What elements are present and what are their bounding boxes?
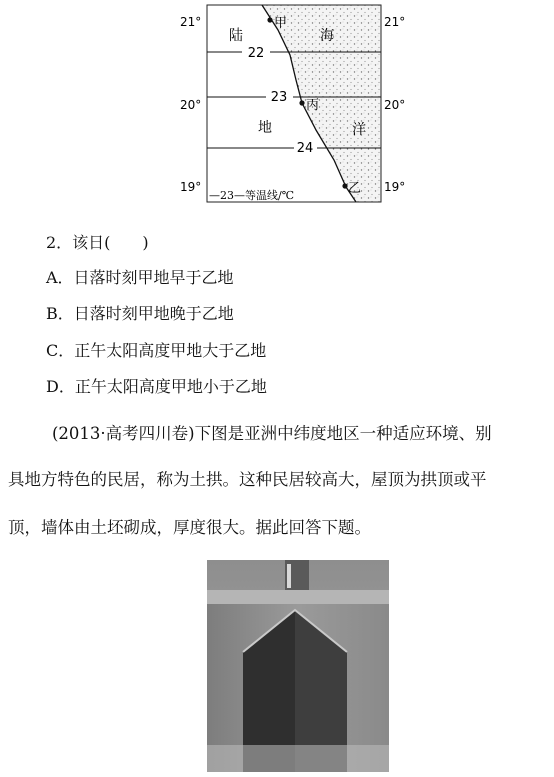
isotherm-label-24: 24 (296, 141, 314, 156)
isotherm-label-22: 22 (247, 46, 265, 61)
isotherm-label-23: 23 (270, 90, 288, 105)
land-char-1: 陆 (229, 28, 243, 44)
tugong-dwelling-photo (207, 560, 389, 772)
point-yi (342, 183, 347, 188)
option-b: B．日落时刻甲地晚于乙地 (46, 304, 234, 323)
option-c: C．正午太阳高度甲地大于乙地 (46, 341, 267, 360)
isotherm-map (178, 0, 414, 212)
land-char-2: 地 (258, 120, 272, 136)
passage-line-2: 具地方特色的民居，称为土拱。这种民居较高大，屋顶为拱顶或平 (8, 470, 487, 489)
point-jia (267, 17, 272, 22)
place-bing: 丙 (306, 98, 320, 113)
lat-left-20: 20° (180, 98, 202, 112)
sea-char-1: 海 (320, 28, 334, 44)
place-jia: 甲 (274, 16, 288, 31)
point-bing (299, 100, 304, 105)
sea-char-2: 洋 (352, 122, 366, 138)
lat-right-20: 20° (384, 98, 406, 112)
option-d: D．正午太阳高度甲地小于乙地 (46, 377, 267, 396)
option-a: A．日落时刻甲地早于乙地 (46, 268, 234, 287)
lat-left-21: 21° (180, 15, 202, 29)
lat-left-19: 19° (180, 180, 202, 194)
passage-line-3: 顶，墙体由土坯砌成，厚度很大。据此回答下题。 (8, 518, 371, 537)
place-yi: 乙 (348, 181, 362, 196)
lat-right-21: 21° (384, 15, 406, 29)
passage-line-1: (2013·高考四川卷)下图是亚洲中纬度地区一种适应环境、别 (52, 424, 492, 443)
lat-right-19: 19° (384, 180, 406, 194)
map-legend: —23—等温线/℃ (209, 189, 295, 202)
question-stem: 2．该日( ) (46, 233, 149, 252)
